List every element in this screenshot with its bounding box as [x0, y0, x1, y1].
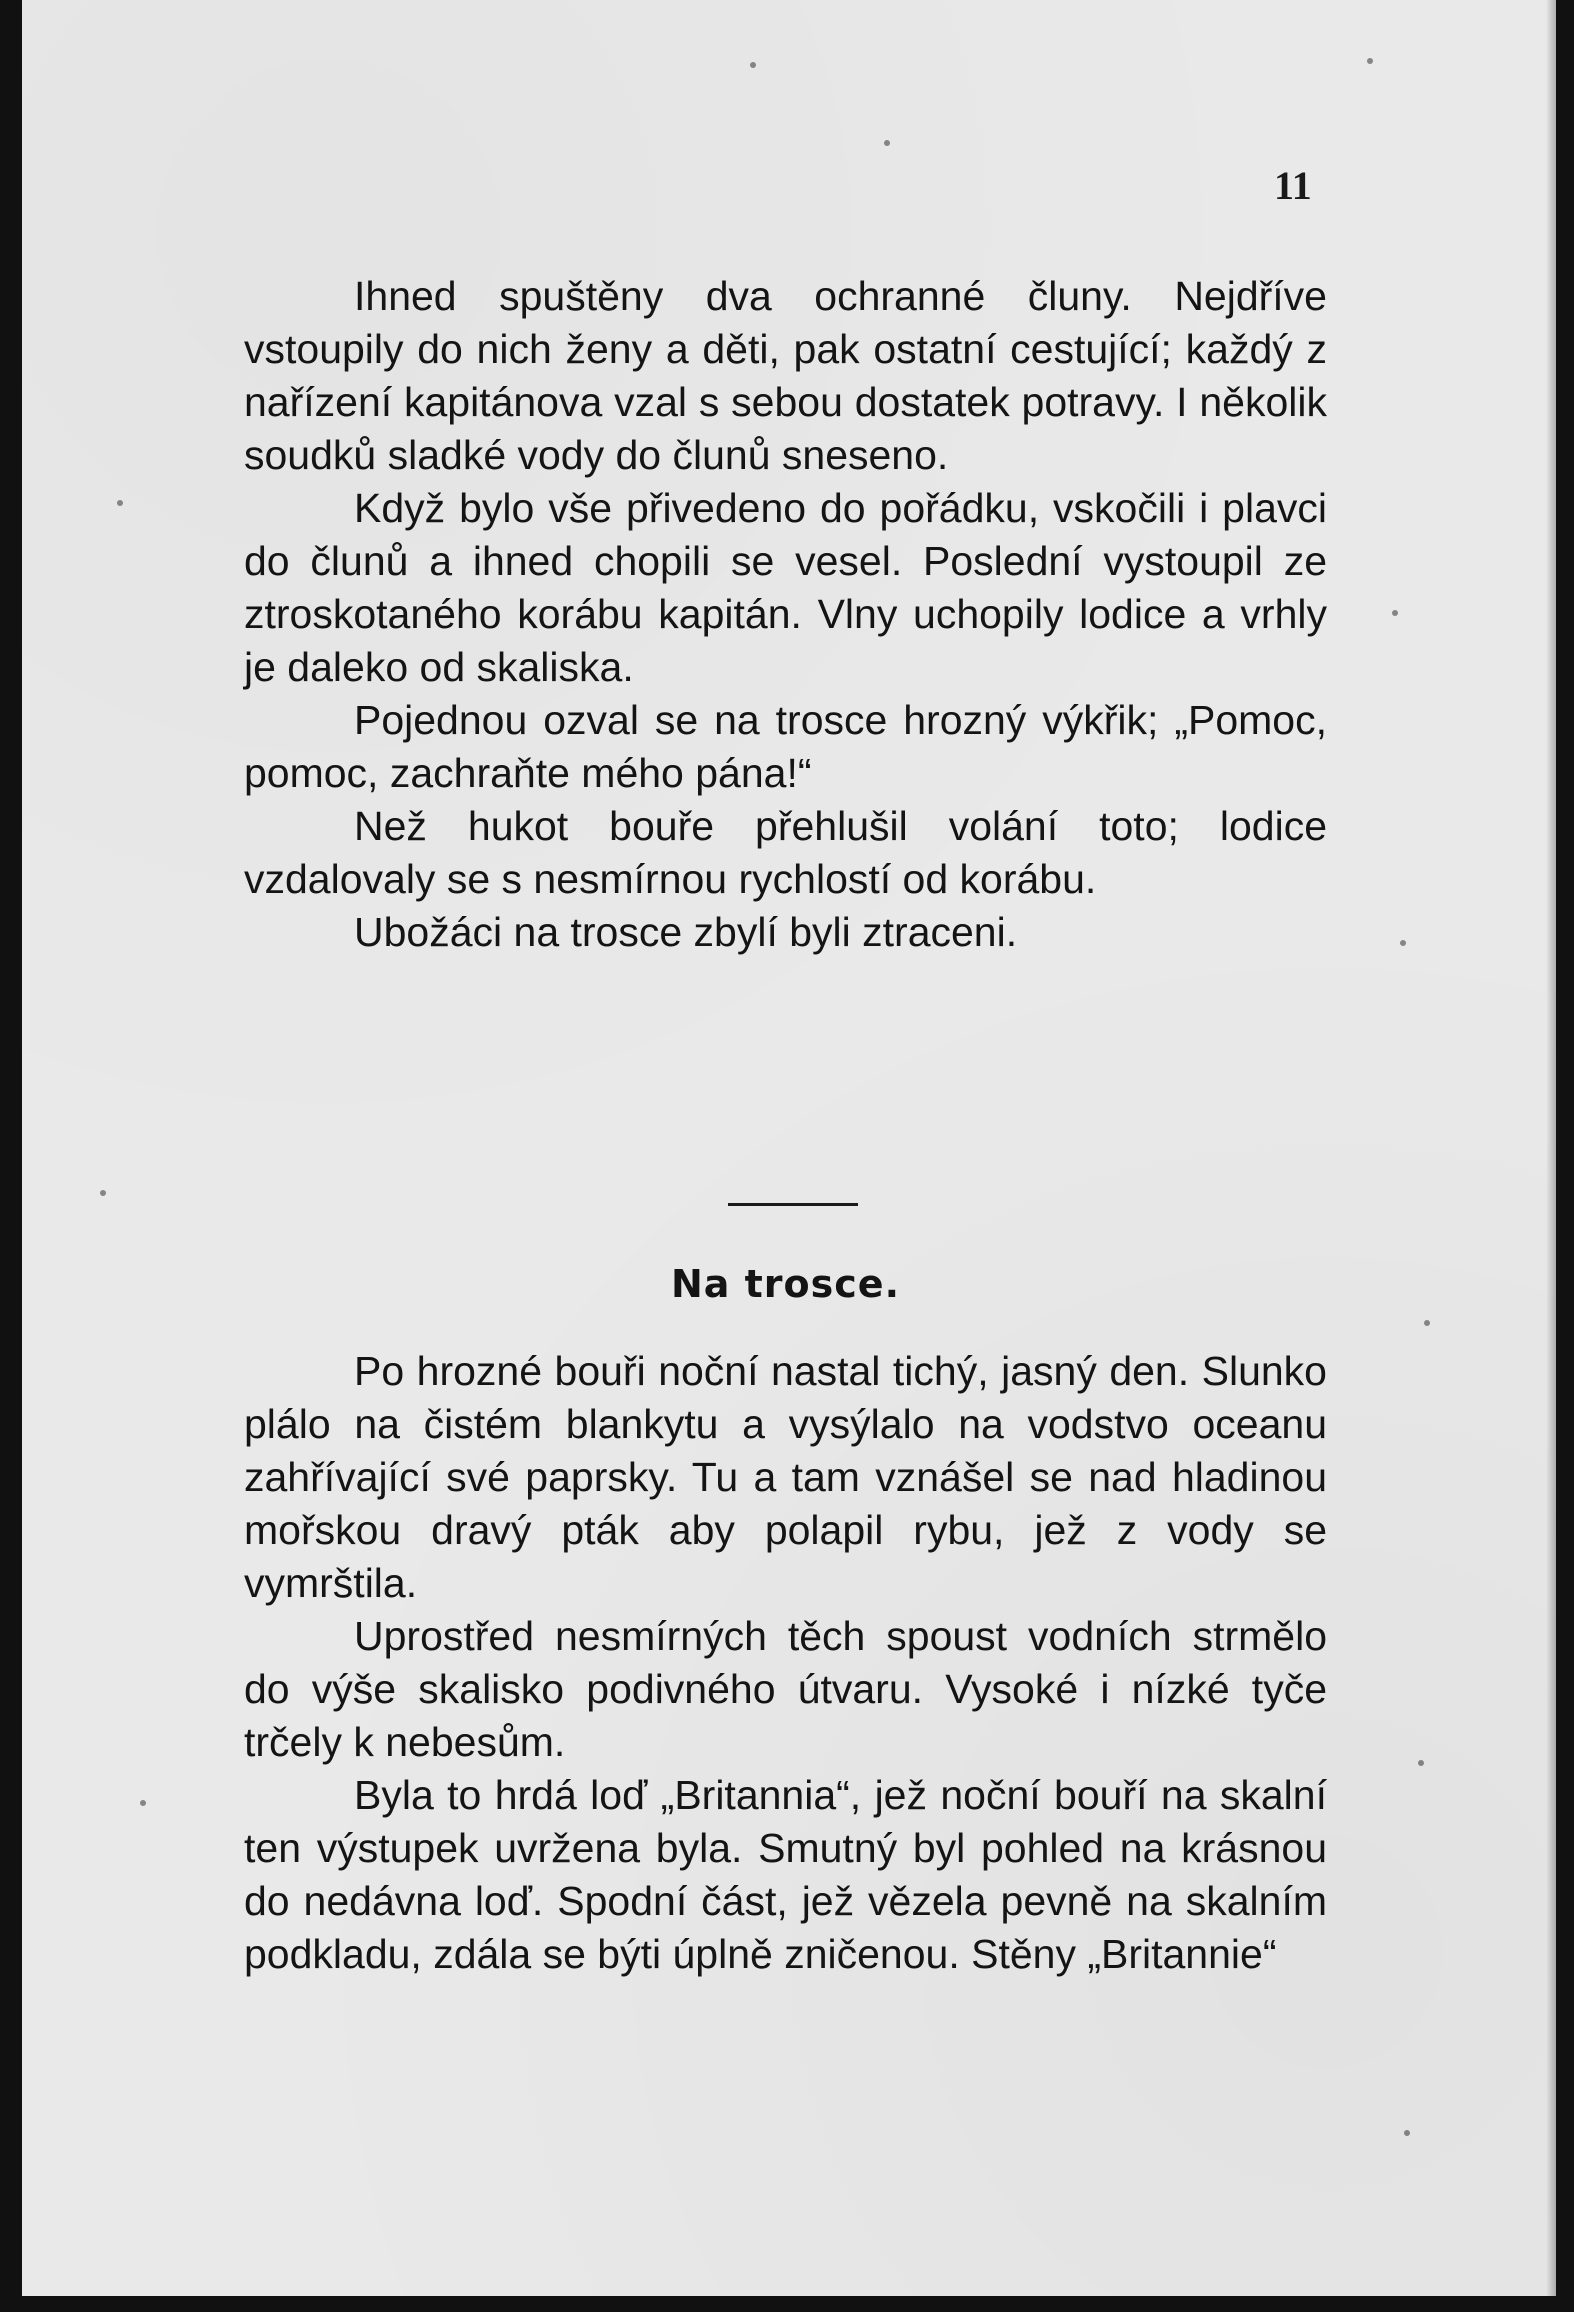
scan-speck [1424, 1320, 1430, 1326]
scan-speck [140, 1800, 146, 1806]
book-page [22, 0, 1556, 2296]
paragraph: Když bylo vše přivedeno do pořádku, vskočili i plavci do člunů a ihned chopili se vesel. Poslední vystoupil ze ztroskotaného korábu kapitán. Vlny uchopily lodice a vrhly je daleko od skaliska. [244, 485, 1327, 690]
section-heading: Na trosce. [670, 1262, 901, 1306]
section-divider-rule [728, 1203, 858, 1206]
scan-speck [750, 62, 756, 68]
paragraph: Po hrozné bouři noční nastal tichý, jasný den. Slunko plálo na čistém blankytu a vysýlalo na vodstvo oceanu zahřívající své paprsky. Tu a tam vznášel se nad hladinou mořskou dravý pták aby polapil rybu, jež z vody se vymrštila. [244, 1348, 1327, 1606]
scan-speck [1400, 940, 1406, 946]
text-section-top [244, 270, 1327, 959]
scan-speck [117, 500, 123, 506]
scan-speck [100, 1190, 106, 1196]
scan-speck [1418, 1760, 1424, 1766]
page-number: 11 [1274, 163, 1312, 208]
text-section-bottom [244, 1345, 1327, 1981]
page-edge-shadow [1546, 0, 1556, 2296]
scan-speck [1404, 2130, 1410, 2136]
scan-speck [1392, 610, 1398, 616]
paragraph: Pojednou ozval se na trosce hrozný výkřik; „Pomoc, pomoc, zachraňte mého pána!“ [244, 697, 1327, 796]
scan-speck [884, 140, 890, 146]
paragraph: Ubožáci na trosce zbylí byli ztraceni. [354, 909, 1018, 955]
paragraph: Byla to hrdá loď „Britannia“, jež noční bouří na skalní ten výstupek uvržena byla. Smutný byl pohled na krásnou do nedávna loď. Spodní část, jež vězela pevně na skalním podkladu, zdála se býti úplně zničenou. Stěny „Britannie“ [244, 1772, 1327, 1977]
paragraph: Uprostřed nesmírných těch spoust vodních strmělo do výše skalisko podivného útvaru. Vysoké i nízké tyče trčely k nebesům. [244, 1613, 1327, 1765]
scan-speck [1367, 58, 1373, 64]
paragraph: Ihned spuštěny dva ochranné čluny. Nejdříve vstoupily do nich ženy a děti, pak ostatní cestující; každý z nařízení kapitánova vzal s sebou dostatek potravy. I několik soudků sladké vody do člunů sneseno. [244, 273, 1327, 478]
paragraph: Než hukot bouře přehlušil volání toto; lodice vzdalovaly se s nesmírnou rychlostí od korábu. [244, 803, 1327, 902]
